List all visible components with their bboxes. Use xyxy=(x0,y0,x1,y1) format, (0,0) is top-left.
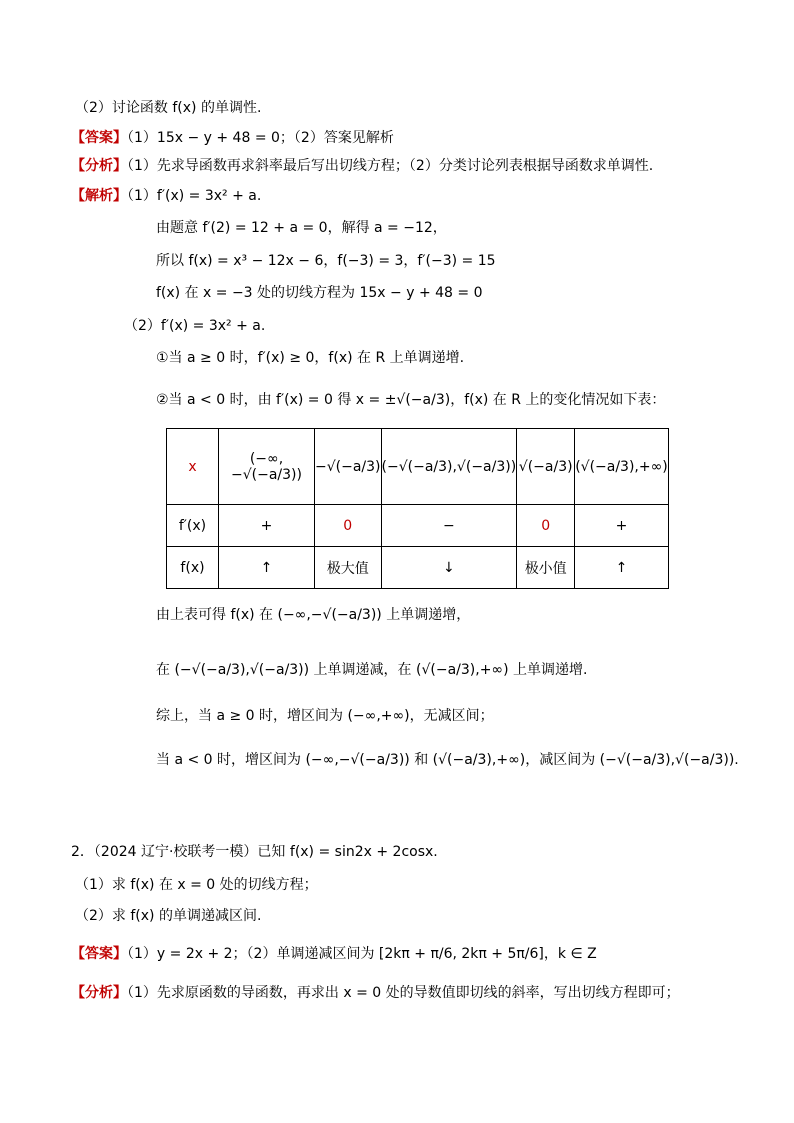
table-row-x xyxy=(167,429,669,505)
table-cell: ↓ xyxy=(381,547,517,589)
solution-line-4: f(x) 在 x = −3 处的切线方程为 15x − y + 48 = 0 xyxy=(156,285,483,301)
table-cell: 极小值 xyxy=(517,547,575,589)
table-cell: −√(−a/3) xyxy=(315,429,382,505)
table-header-x: x xyxy=(167,429,219,505)
question-2-title: 2．（2024 辽宁·校联考一模）已知 f(x) = sin2x + 2cosx. xyxy=(71,844,438,860)
table-cell: ↑ xyxy=(575,547,669,589)
table-cell: 0 xyxy=(315,505,382,547)
solution-line-6: ①当 a ≥ 0 时，f′(x) ≥ 0，f(x) 在 R 上单调递增. xyxy=(156,350,465,366)
solution-line-10: 综上，当 a ≥ 0 时，增区间为 (−∞,+∞)，无减区间； xyxy=(156,708,494,724)
answer-2-line xyxy=(71,944,597,964)
solution-line-1: 【解析】（1）f′(x) = 3x² + a. xyxy=(71,188,262,204)
table-cell: 0 xyxy=(517,505,575,547)
answer-2-tag: 【答案】 xyxy=(71,946,127,962)
answer-2-text: （1）y = 2x + 2；（2）单调递减区间为 [2kπ + π/6, 2kπ + 5π/6]，k ∈ Z xyxy=(127,946,597,962)
table-row-f xyxy=(167,547,669,589)
question-2-part-1: （1）求 f(x) 在 x = 0 处的切线方程； xyxy=(75,877,318,893)
solution-line-5: （2）f′(x) = 3x² + a. xyxy=(124,318,266,334)
table-cell: − xyxy=(381,505,517,547)
solution-line-2: 由题意 f′(2) = 12 + a = 0，解得 a = −12， xyxy=(156,220,447,236)
solution-line-7: ②当 a < 0 时，由 f′(x) = 0 得 x = ±√(−a/3)，f(x) 在 R 上的变化情况如下表： xyxy=(156,392,666,408)
solution-tag: 【解析】 xyxy=(71,188,127,204)
answer-line xyxy=(71,128,394,148)
table-cell: + xyxy=(575,505,669,547)
analysis-2-tag: 【分析】 xyxy=(71,985,127,1001)
variation-table xyxy=(166,428,669,589)
table-row-fprime xyxy=(167,505,669,547)
table-cell: 极大值 xyxy=(315,547,382,589)
analysis-line xyxy=(71,156,653,176)
analysis-text: （1）先求导函数再求斜率最后写出切线方程；（2）分类讨论列表根据导函数求单调性. xyxy=(127,158,654,174)
table-cell: ↑ xyxy=(219,547,315,589)
solution-line-9: 在 (−√(−a/3),√(−a/3)) 上单调递减，在 (√(−a/3),+∞) 上单调递增. xyxy=(156,662,588,678)
table-cell: (−∞,−√(−a/3)) xyxy=(219,429,315,505)
solution-line-11: 当 a < 0 时，增区间为 (−∞,−√(−a/3)) 和 (√(−a/3),+∞)，减区间为 (−√(−a/3),√(−a/3)). xyxy=(156,752,739,768)
table-cell: + xyxy=(219,505,315,547)
table-header-fprime: f′(x) xyxy=(167,505,219,547)
table-cell: (−√(−a/3),√(−a/3)) xyxy=(381,429,517,505)
table-cell: √(−a/3) xyxy=(517,429,575,505)
analysis-tag: 【分析】 xyxy=(71,158,127,174)
answer-text: （1）15x − y + 48 = 0；（2）答案见解析 xyxy=(127,130,394,146)
solution-line-8: 由上表可得 f(x) 在 (−∞,−√(−a/3)) 上单调递增， xyxy=(156,607,471,623)
solution-line-3: 所以 f(x) = x³ − 12x − 6，f(−3) = 3，f′(−3) = 15 xyxy=(156,253,496,269)
table-header-f: f(x) xyxy=(167,547,219,589)
question-2-part-2: （2）求 f(x) 的单调递减区间. xyxy=(75,908,262,924)
analysis-2-text: （1）先求原函数的导函数，再求出 x = 0 处的导数值即切线的斜率，写出切线方程即可； xyxy=(127,985,680,1001)
question-part-2: （2）讨论函数 f(x) 的单调性. xyxy=(75,100,262,116)
analysis-2-line xyxy=(71,983,680,1003)
answer-tag: 【答案】 xyxy=(71,130,127,146)
table-cell: (√(−a/3),+∞) xyxy=(575,429,669,505)
